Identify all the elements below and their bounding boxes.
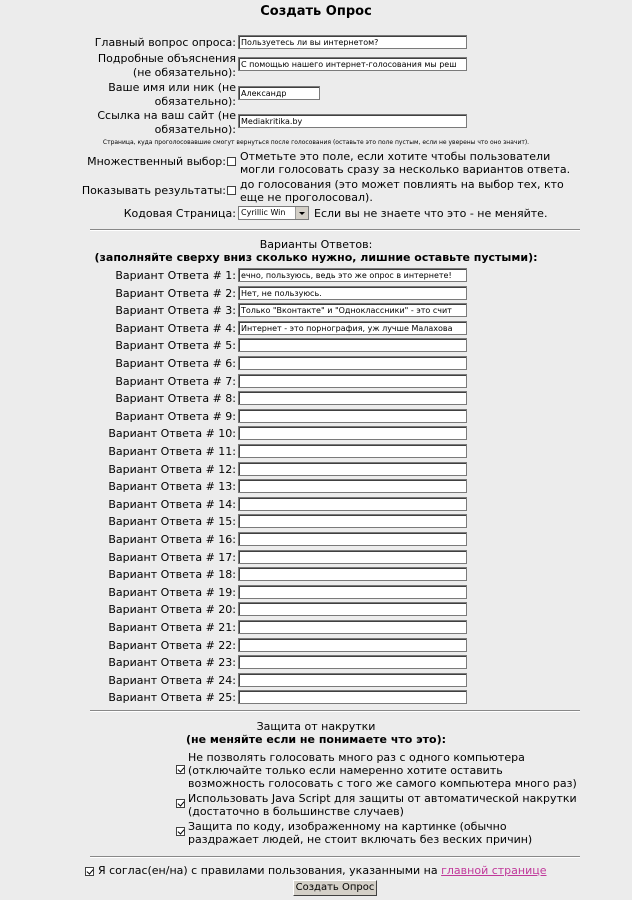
answer-input[interactable] bbox=[238, 479, 467, 493]
answer-label: Вариант Ответа # 7: bbox=[115, 374, 236, 388]
answer-input[interactable] bbox=[238, 338, 467, 352]
multiple-checkbox[interactable] bbox=[227, 157, 236, 166]
answer-label: Вариант Ответа # 10: bbox=[108, 427, 236, 441]
show-results-label: Показывать результаты: bbox=[81, 184, 226, 197]
show-results-desc: до голосования (это может повлиять на выбор тех, кто еще не проголосовал). bbox=[240, 178, 564, 204]
answer-label: Вариант Ответа # 14: bbox=[108, 497, 236, 511]
answer-label: Вариант Ответа # 1: bbox=[115, 269, 236, 282]
answer-label: Вариант Ответа # 11: bbox=[108, 445, 236, 458]
answer-input[interactable] bbox=[238, 409, 467, 423]
answer-input[interactable] bbox=[238, 602, 467, 616]
site-note: Страница, куда проголосовавшие смогут вернуться после голосования (оставьте это поле пустым, если не уверены что оно значит). bbox=[102, 139, 530, 146]
answer-input[interactable] bbox=[238, 585, 467, 599]
codepage-select[interactable] bbox=[238, 206, 309, 220]
answer-label: Вариант Ответа # 22: bbox=[108, 638, 236, 652]
answer-input[interactable] bbox=[238, 655, 467, 669]
codepage-hint: Если вы не знаете что это - не меняйте. bbox=[314, 207, 548, 220]
answer-label: Вариант Ответа # 16: bbox=[108, 533, 236, 546]
agree-text: Я соглас(ен/на) с правилами пользования, указанными на bbox=[97, 864, 438, 877]
answers-title: Варианты Ответов: bbox=[259, 238, 373, 251]
answers-header bbox=[0, 238, 632, 264]
answer-input[interactable] bbox=[238, 620, 467, 634]
site-label: Ссылка на ваш сайт (не обязательно): bbox=[97, 109, 236, 136]
answer-label: Вариант Ответа # 17: bbox=[108, 550, 236, 564]
create-poll-button[interactable]: Создать Опрос bbox=[293, 880, 377, 896]
answer-input[interactable] bbox=[238, 673, 467, 687]
protection-title: Защита от накрутки bbox=[256, 720, 376, 733]
protection-checkbox-1[interactable] bbox=[176, 765, 185, 774]
answer-input[interactable] bbox=[238, 514, 467, 528]
answer-input[interactable] bbox=[238, 567, 467, 581]
answer-label: Вариант Ответа # 13: bbox=[108, 480, 236, 494]
codepage-label: Кодовая Страница: bbox=[123, 207, 236, 220]
answer-label: Вариант Ответа # 6: bbox=[115, 357, 236, 370]
answer-label: Вариант Ответа # 15: bbox=[108, 515, 236, 529]
answer-input[interactable] bbox=[238, 356, 467, 370]
answer-input[interactable]: ечно, пользуюсь, ведь это же опрос в интернете! bbox=[238, 268, 467, 282]
protection-subtitle: (не меняйте если не понимаете что это): bbox=[185, 733, 447, 746]
answer-input[interactable]: Нет, не пользуюсь. bbox=[238, 286, 467, 300]
main-page-link[interactable]: главной странице bbox=[441, 864, 547, 877]
answer-label: Вариант Ответа # 12: bbox=[108, 462, 236, 476]
codepage-value: Cyrillic Win bbox=[241, 208, 286, 217]
divider bbox=[90, 856, 580, 858]
answer-input[interactable]: Интернет - это порнография, уж лучше Малахова bbox=[238, 321, 467, 335]
protection-checkbox-2[interactable] bbox=[176, 799, 185, 808]
answer-label: Вариант Ответа # 20: bbox=[108, 603, 236, 617]
show-results-checkbox[interactable] bbox=[227, 186, 236, 195]
answer-label: Вариант Ответа # 9: bbox=[115, 409, 236, 423]
name-input[interactable]: Александр bbox=[238, 86, 320, 100]
protection-checkbox-3[interactable] bbox=[176, 827, 185, 836]
multiple-desc: Отметьте это поле, если хотите чтобы пользователи могли голосовать сразу за несколько вариантов ответа. bbox=[240, 150, 571, 176]
protection-text-2: Использовать Java Script для защиты от автоматической накрутки (достаточно в большинстве случаев) bbox=[188, 792, 577, 818]
answer-input[interactable] bbox=[238, 462, 467, 476]
answer-label: Вариант Ответа # 19: bbox=[108, 585, 236, 599]
answer-label: Вариант Ответа # 5: bbox=[115, 339, 236, 353]
answer-input[interactable] bbox=[238, 444, 467, 458]
protection-text-1: Не позволять голосовать много раз с одного компьютера (отключайте только если намеренно хотите оставить возможность голосовать с того же самого компьютера много раз) bbox=[188, 751, 577, 790]
question-input[interactable]: Пользуетесь ли вы интернетом? bbox=[238, 35, 467, 49]
answer-label: Вариант Ответа # 2: bbox=[115, 286, 236, 300]
multiple-label: Множественный выбор: bbox=[87, 155, 226, 168]
answer-input[interactable]: Только "Вконтакте" и "Одноклассники" - это счит bbox=[238, 303, 467, 317]
answers-subtitle: (заполняйте сверху вниз сколько нужно, лишние оставьте пустыми): bbox=[94, 251, 538, 264]
answer-label: Вариант Ответа # 4: bbox=[115, 321, 236, 335]
details-input[interactable]: С помощью нашего интернет-голосования мы реш bbox=[238, 57, 467, 71]
question-label: Главный вопрос опроса: bbox=[94, 36, 236, 49]
chevron-down-icon[interactable] bbox=[295, 207, 308, 219]
answer-label: Вариант Ответа # 25: bbox=[108, 691, 236, 705]
answer-input[interactable] bbox=[238, 497, 467, 511]
answer-label: Вариант Ответа # 3: bbox=[115, 304, 236, 318]
answer-input[interactable] bbox=[238, 374, 467, 388]
name-label: Ваше имя или ник (не обязательно): bbox=[108, 81, 236, 108]
details-label: Подробные объяснения (не обязательно): bbox=[97, 52, 236, 79]
answer-label: Вариант Ответа # 18: bbox=[108, 568, 236, 582]
divider bbox=[90, 710, 580, 712]
answer-input[interactable] bbox=[238, 638, 467, 652]
site-input[interactable]: Mediakritika.by bbox=[238, 114, 467, 128]
agree-row bbox=[0, 864, 632, 877]
answer-input[interactable] bbox=[238, 426, 467, 440]
answer-label: Вариант Ответа # 24: bbox=[108, 673, 236, 687]
agree-checkbox[interactable] bbox=[85, 867, 94, 876]
answer-label: Вариант Ответа # 23: bbox=[108, 656, 236, 670]
divider bbox=[90, 229, 580, 231]
protection-text-3: Защита по коду, изображенному на картинке (обычно раздражает людей, не стоит включать без веских причин) bbox=[188, 820, 533, 846]
protection-header bbox=[0, 720, 632, 746]
answer-input[interactable] bbox=[238, 550, 467, 564]
answer-label: Вариант Ответа # 21: bbox=[108, 621, 236, 634]
page-title: Создать Опрос bbox=[260, 4, 372, 19]
answer-label: Вариант Ответа # 8: bbox=[115, 392, 236, 406]
answer-input[interactable] bbox=[238, 532, 467, 546]
answer-input[interactable] bbox=[238, 391, 467, 405]
answer-input[interactable] bbox=[238, 690, 467, 704]
